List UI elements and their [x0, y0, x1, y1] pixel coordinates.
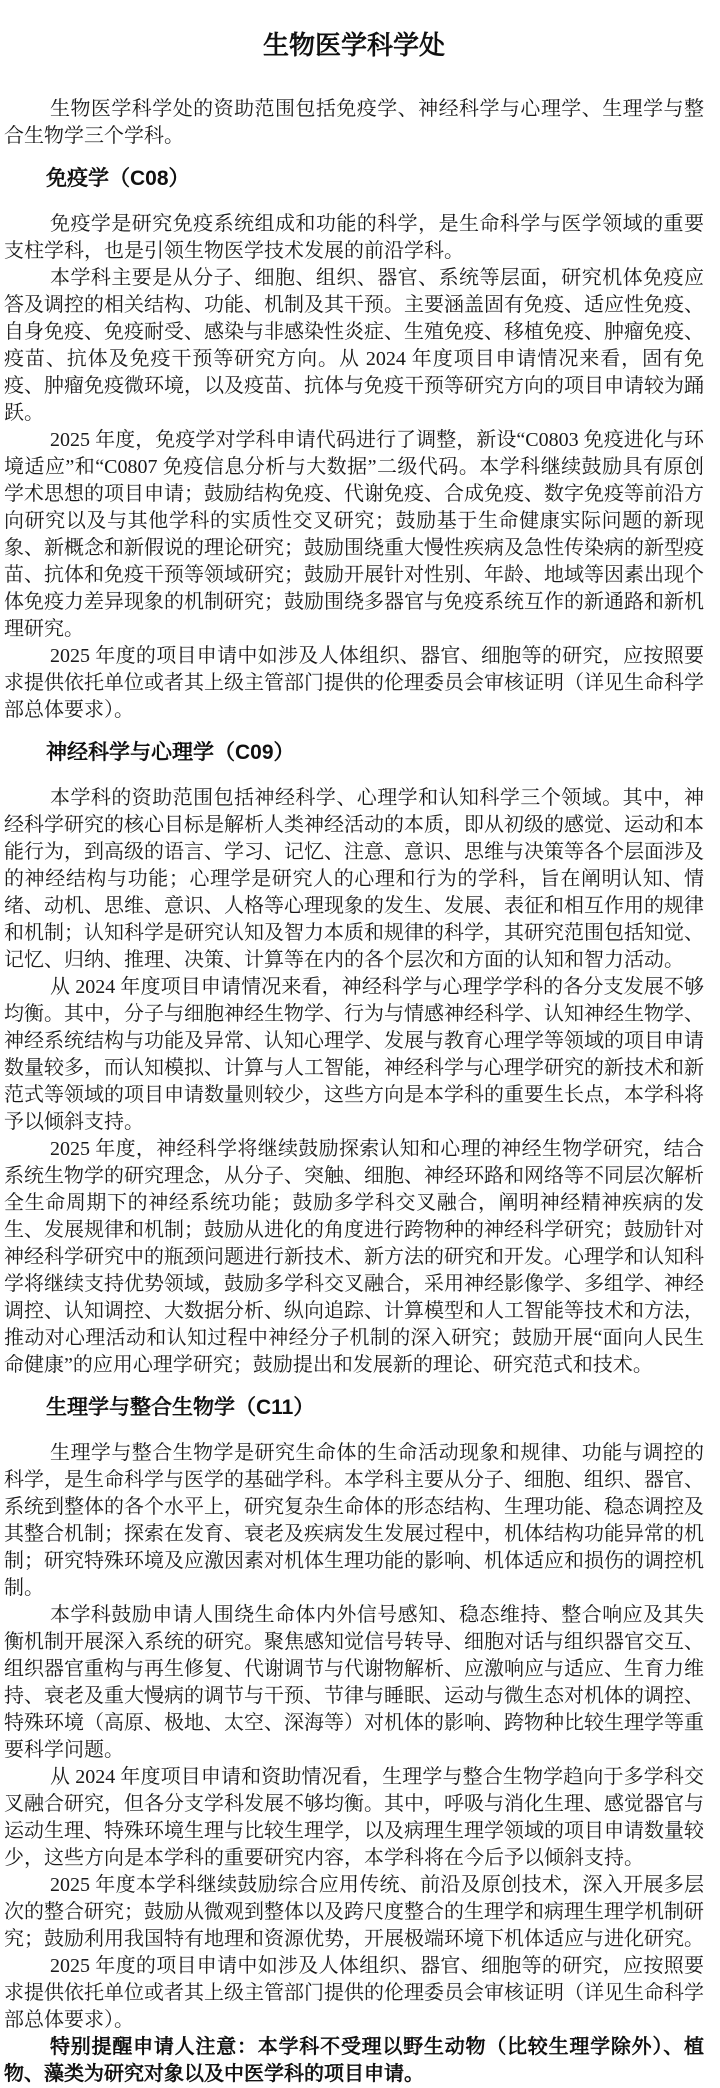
intro-paragraph: 生物医学科学处的资助范围包括免疫学、神经科学与心理学、生理学与整合生物学三个学科。: [4, 98, 704, 147]
special-reminder-note: 特别提醒申请人注意：本学科不受理以野生动物（比较生理学除外）、植物、藻类为研究对象以及中医学科的项目申请。: [4, 2036, 704, 2085]
section-physiology-integrative-biology: [4, 1394, 704, 2088]
physiology-paragraph-4: 2025 年度本学科继续鼓励综合应用传统、前沿及原创技术，深入开展多层次的整合研究；鼓励从微观到整体以及跨尺度整合的生理学和病理生理学机制研究；鼓励利用我国特有地理和资源优势，开展极端环境下机体适应与进化研究。: [4, 1874, 704, 1950]
section-neuroscience-psychology: [4, 739, 704, 1379]
section-heading-physiology-integrative-biology: 生理学与整合生物学（C11）: [46, 1396, 315, 1419]
document-page: [4, 0, 704, 2088]
section-heading-immunology: 免疫学（C08）: [46, 167, 190, 190]
neuroscience-paragraph-2: 从 2024 年度项目申请情况来看，神经科学与心理学学科的各分支发展不够均衡。其中，分子与细胞神经生物学、行为与情感神经科学、认知神经生物学、神经系统结构与功能及异常、认知心理学、发展与教育心理学等领域的项目申请数量较多，而认知模拟、计算与人工智能，神经科学与心理学研究的新技术和新范式等领域的项目申请数量则较少，这些方向是本学科的重要生长点，本学科将予以倾斜支持。: [4, 976, 704, 1133]
physiology-paragraph-2: 本学科鼓励申请人围绕生命体内外信号感知、稳态维持、整合响应及其失衡机制开展深入系统的研究。聚焦感知觉信号转导、细胞对话与组织器官交互、组织器官重构与再生修复、代谢调节与代谢物解析、应激响应与适应、生育力维持、衰老及重大慢病的调节与干预、节律与睡眠、运动与微生态对机体的调控、特殊环境（高原、极地、太空、深海等）对机体的影响、跨物种比较生理学等重要科学问题。: [4, 1604, 704, 1761]
physiology-paragraph-3: 从 2024 年度项目申请和资助情况看，生理学与整合生物学趋向于多学科交叉融合研究，但各分支学科发展不够均衡。其中，呼吸与消化生理、感觉器官与运动生理、特殊环境生理与比较生理学，以及病理生理学领域的项目申请数量较少，这些方向是本学科的重要研究内容，本学科将在今后予以倾斜支持。: [4, 1766, 704, 1869]
section-heading-neuroscience-psychology: 神经科学与心理学（C09）: [46, 741, 295, 764]
physiology-paragraph-1: 生理学与整合生物学是研究生命体的生命活动现象和规律、功能与调控的科学，是生命科学与医学的基础学科。本学科主要从分子、细胞、组织、器官、系统到整体的各个水平上，研究复杂生命体的形态结构、生理功能、稳态调控及其整合机制；探索在发育、衰老及疾病发生发展过程中，机体结构功能异常的机制；研究特殊环境及应激因素对机体生理功能的影响、机体适应和损伤的调控机制。: [4, 1442, 704, 1599]
immunology-paragraph-2: 本学科主要是从分子、细胞、组织、器官、系统等层面，研究机体免疫应答及调控的相关结构、功能、机制及其干预。主要涵盖固有免疫、适应性免疫、自身免疫、免疫耐受、感染与非感染性炎症、生殖免疫、移植免疫、肿瘤免疫、疫苗、抗体及免疫干预等研究方向。从 2024 年度项目申请情况来看，固有免疫、肿瘤免疫微环境，以及疫苗、抗体与免疫干预等研究方向的项目申请较为踊跃。: [4, 267, 704, 424]
immunology-paragraph-3: 2025 年度，免疫学对学科申请代码进行了调整，新设“C0803 免疫进化与环境适应”和“C0807 免疫信息分析与大数据”二级代码。本学科继续鼓励具有原创学术思想的项目申请；鼓励结构免疫、代谢免疫、合成免疫、数字免疫等前沿方向研究以及与其他学科的实质性交叉研究；鼓励基于生命健康实际问题的新现象、新概念和新假说的理论研究；鼓励围绕重大慢性疾病及急性传染病的新型疫苗、抗体和免疫干预等领域研究；鼓励开展针对性别、年龄、地域等因素出现个体免疫力差异现象的机制研究；鼓励围绕多器官与免疫系统互作的新通路和新机理研究。: [4, 429, 704, 640]
section-immunology: [4, 165, 704, 724]
neuroscience-paragraph-1: 本学科的资助范围包括神经科学、心理学和认知科学三个领域。其中，神经科学研究的核心目标是解析人类神经活动的本质，即从初级的感觉、运动和本能行为，到高级的语言、学习、记忆、注意、意识、思维与决策等各个层面涉及的神经结构与功能；心理学是研究人的心理和行为的学科，旨在阐明认知、情绪、动机、思维、意识、人格等心理现象的发生、发展、表征和相互作用的规律和机制；认知科学是研究认知及智力本质和规律的科学，其研究范围包括知觉、记忆、归纳、推理、决策、计算等在内的各个层次和方面的认知和智力活动。: [4, 787, 704, 971]
immunology-paragraph-4: 2025 年度的项目申请中如涉及人体组织、器官、细胞等的研究，应按照要求提供依托单位或者其上级主管部门提供的伦理委员会审核证明（详见生命科学部总体要求）。: [4, 645, 704, 721]
page-title: 生物医学科学处: [262, 30, 445, 60]
neuroscience-paragraph-3: 2025 年度，神经科学将继续鼓励探索认知和心理的神经生物学研究，结合系统生物学的研究理念，从分子、突触、细胞、神经环路和网络等不同层次解析全生命周期下的神经系统功能；鼓励多学科交叉融合，阐明神经精神疾病的发生、发展规律和机制；鼓励从进化的角度进行跨物种的神经科学研究；鼓励针对神经科学研究中的瓶颈问题进行新技术、新方法的研究和开发。心理学和认知科学将继续支持优势领域，鼓励多学科交叉融合，采用神经影像学、多组学、神经调控、认知调控、大数据分析、纵向追踪、计算模型和人工智能等技术和方法，推动对心理活动和认知过程中神经分子机制的深入研究；鼓励开展“面向人民生命健康”的应用心理学研究；鼓励提出和发展新的理论、研究范式和技术。: [4, 1138, 704, 1376]
immunology-paragraph-1: 免疫学是研究免疫系统组成和功能的科学，是生命科学与医学领域的重要支柱学科，也是引领生物医学技术发展的前沿学科。: [4, 213, 704, 262]
physiology-paragraph-5: 2025 年度的项目申请中如涉及人体组织、器官、细胞等的研究，应按照要求提供依托单位或者其上级主管部门提供的伦理委员会审核证明（详见生命科学部总体要求）。: [4, 1955, 704, 2031]
